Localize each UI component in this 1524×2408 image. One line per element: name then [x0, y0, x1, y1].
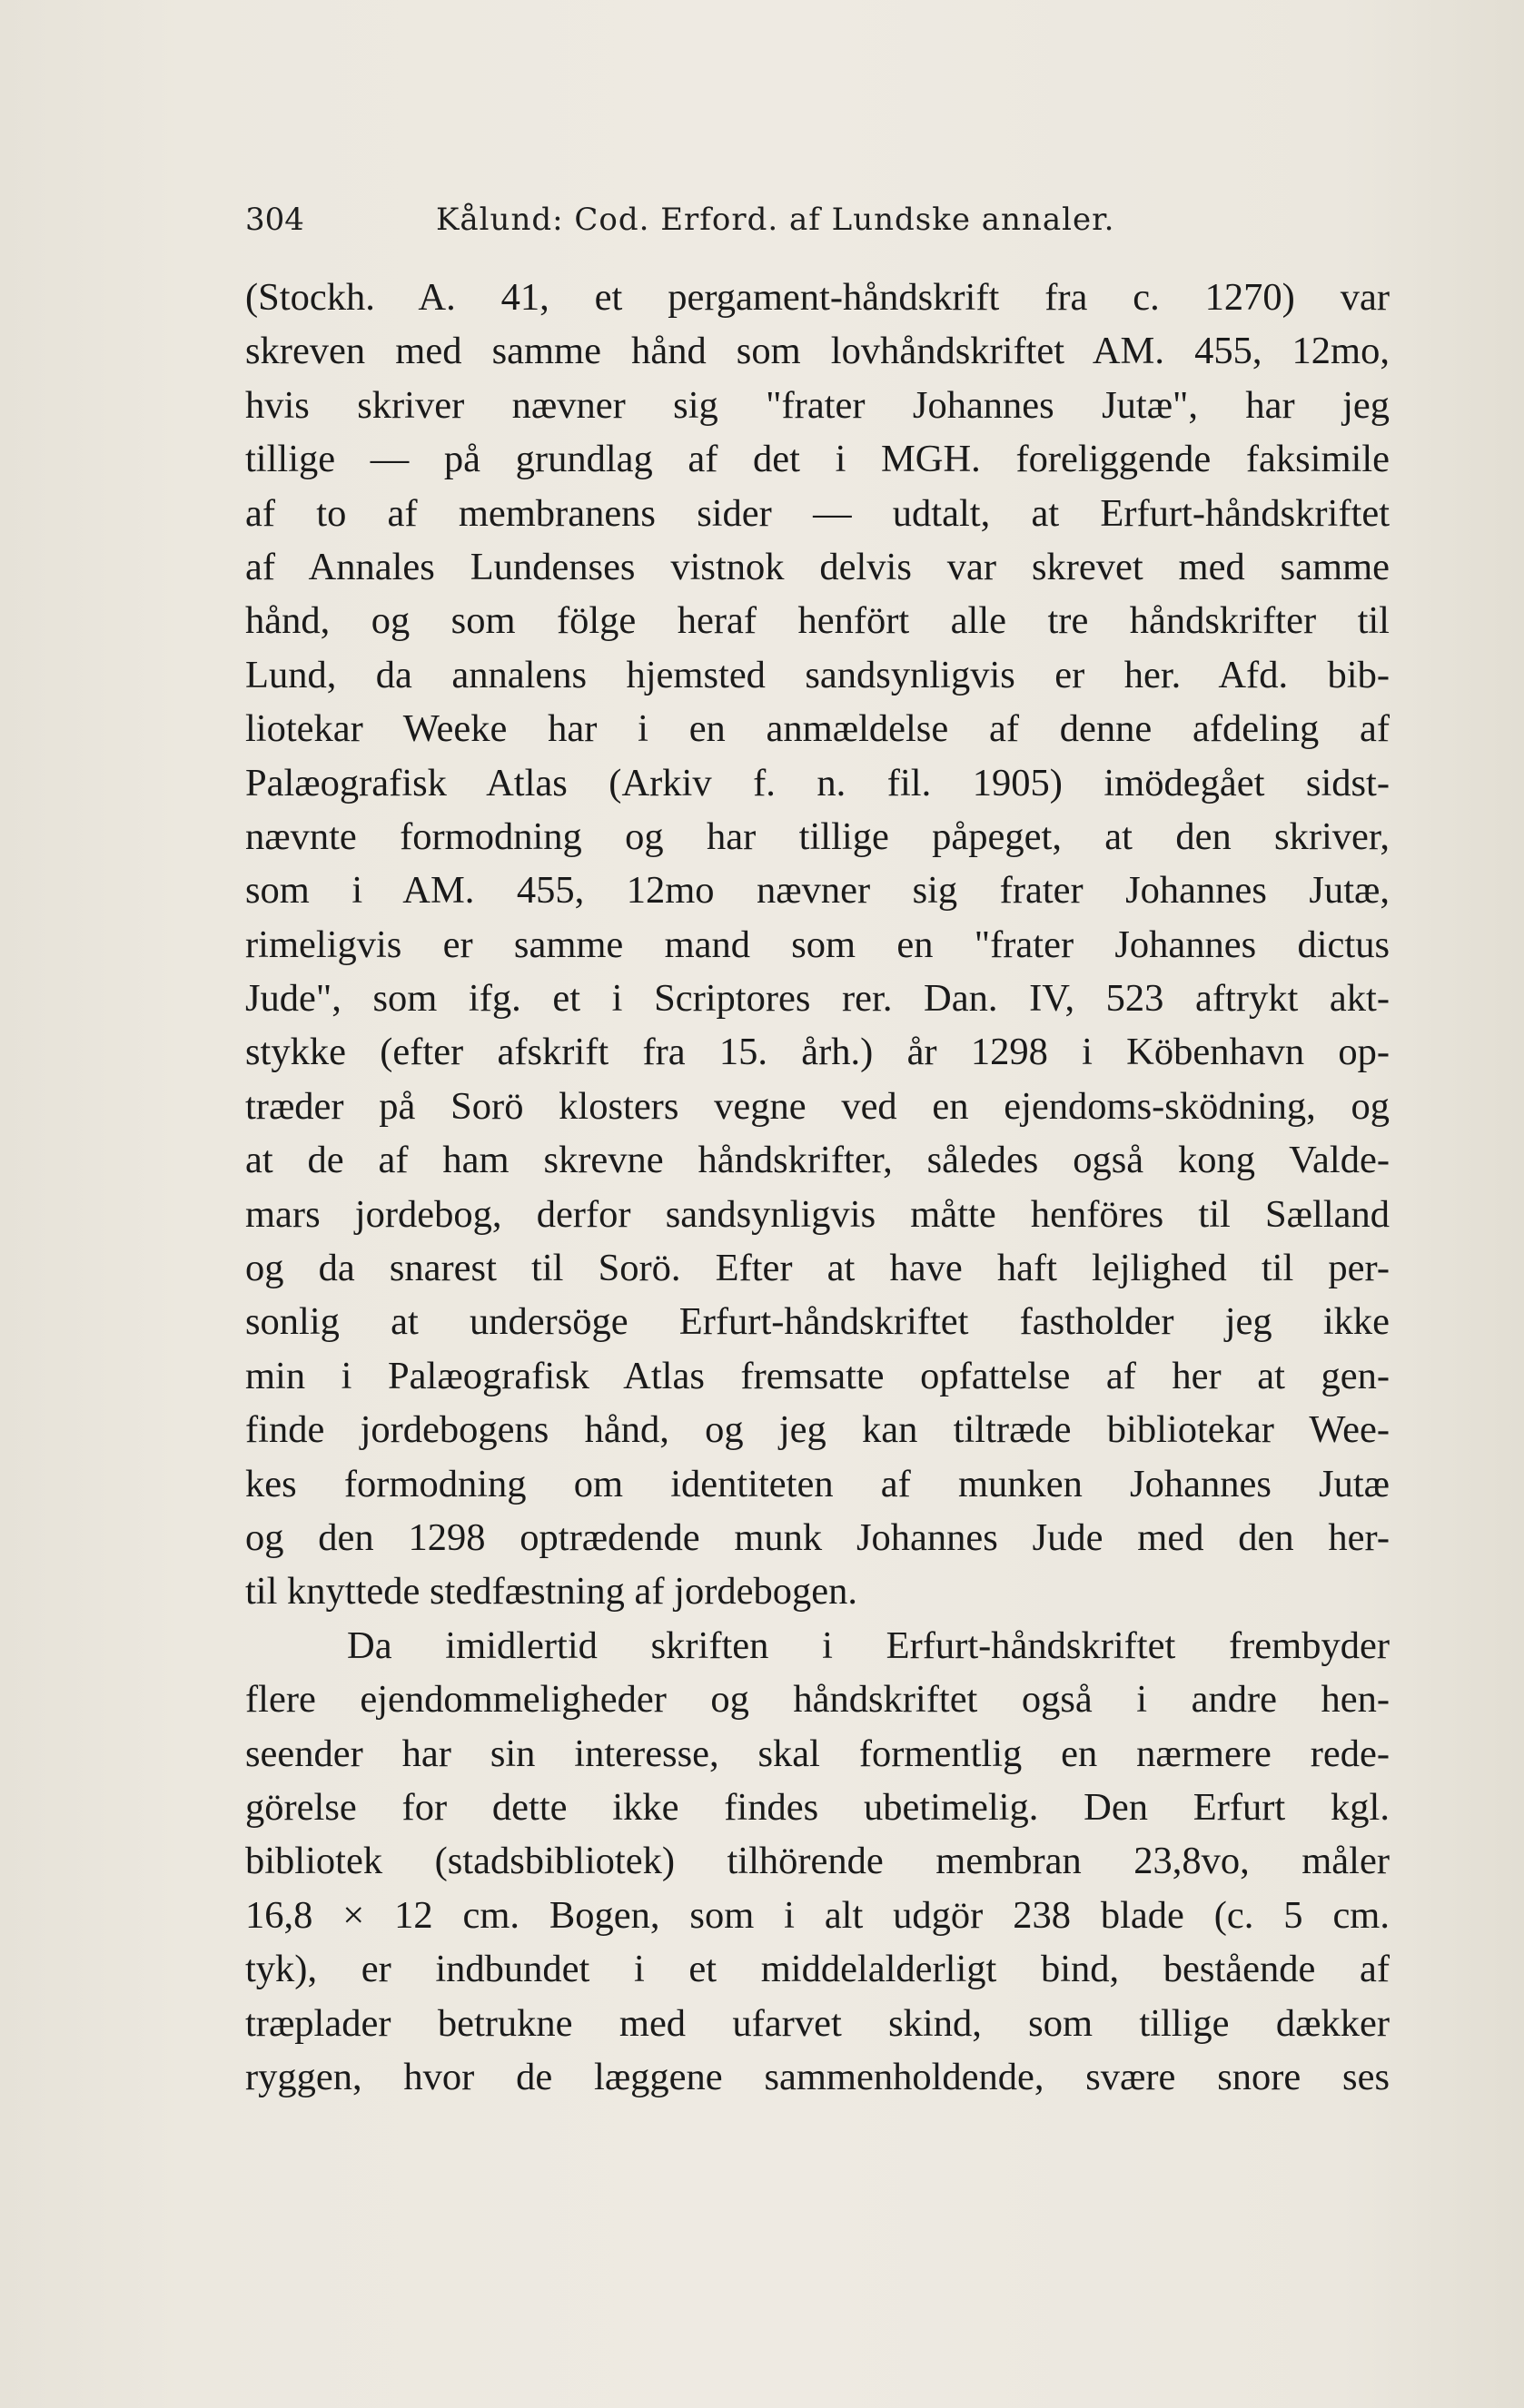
text-line-12: som i AM. 455, 12mo nævner sig frater Johannes Jutæ, [245, 869, 1390, 913]
text-line-8: Lund, da annalens hjemsted sandsynligvis er her. Afd. bib- [245, 653, 1390, 696]
text-line-17: at de af ham skrevne håndskrifter, således også kong Valde- [245, 1139, 1390, 1182]
text-line-28: seender har sin interesse, skal formentlig en nærmere rede- [245, 1732, 1390, 1775]
page-number: 304 [245, 202, 304, 238]
page-header [245, 202, 1390, 256]
text-line-33: træplader betrukne med ufarvet skind, som tillige dækker [245, 2001, 1390, 2045]
text-line-1: (Stockh. A. 41, et pergament-håndskrift fra c. 1270) var [245, 276, 1390, 319]
text-line-18: mars jordebog, derfor sandsynligvis måtte henföres til Sælland [245, 1192, 1390, 1236]
text-line-30: bibliotek (stadsbibliotek) tilhörende membran 23,8vo, måler [245, 1840, 1390, 1883]
text-line-5: af to af membranens sider — udtalt, at Erfurt-håndskriftet [245, 491, 1390, 535]
text-line-13: rimeligvis er samme mand som en "frater Johannes dictus [245, 923, 1390, 966]
text-line-27: flere ejendommeligheder og håndskriftet også i andre hen- [245, 1678, 1390, 1722]
text-line-29: görelse for dette ikke findes ubetimelig. Den Erfurt kgl. [245, 1785, 1390, 1829]
text-line-11: nævnte formodning og har tillige påpeget, at den skriver, [245, 814, 1390, 858]
text-line-7: hånd, og som fölge heraf henfört alle tre håndskrifter til [245, 599, 1390, 643]
text-line-9: liotekar Weeke har i en anmældelse af denne afdeling af [245, 707, 1390, 751]
text-line-15: stykke (efter afskrift fra 15. årh.) år 1298 i Köbenhavn op- [245, 1031, 1390, 1074]
text-line-2: skreven med samme hånd som lovhåndskriftet AM. 455, 12mo, [245, 330, 1390, 373]
text-line-34: ryggen, hvor de læggene sammenholdende, svære snore ses [245, 2055, 1390, 2098]
body-text [245, 271, 1390, 2104]
text-line-25: til knyttede stedfæstning af jordebogen. [245, 1570, 857, 1614]
text-line-31: 16,8 × 12 cm. Bogen, som i alt udgör 238 blade (c. 5 cm. [245, 1893, 1390, 1937]
text-line-26: Da imidlertid skriften i Erfurt-håndskriftet frembyder [347, 1623, 1390, 1667]
text-line-16: træder på Sorö klosters vegne ved en ejendoms-sködning, og [245, 1084, 1390, 1128]
text-line-24: og den 1298 optrædende munk Johannes Jude med den her- [245, 1515, 1390, 1559]
text-line-4: tillige — på grundlag af det i MGH. foreliggende faksimile [245, 438, 1390, 481]
text-line-20: sonlig at undersöge Erfurt-håndskriftet fastholder jeg ikke [245, 1300, 1390, 1344]
text-line-10: Palæografisk Atlas (Arkiv f. n. fil. 1905) imödegået sidst- [245, 761, 1390, 804]
text-line-3: hvis skriver nævner sig "frater Johannes Jutæ", har jeg [245, 383, 1390, 427]
text-line-19: og da snarest til Sorö. Efter at have haft lejlighed til per- [245, 1247, 1390, 1290]
text-line-32: tyk), er indbundet i et middelalderligt bind, bestående af [245, 1948, 1390, 1991]
text-line-6: af Annales Lundenses vistnok delvis var skrevet med samme [245, 545, 1390, 588]
text-line-22: finde jordebogens hånd, og jeg kan tiltræde bibliotekar Wee- [245, 1408, 1390, 1452]
text-line-23: kes formodning om identiteten af munken Johannes Jutæ [245, 1462, 1390, 1505]
text-line-21: min i Palæografisk Atlas fremsatte opfattelse af her at gen- [245, 1354, 1390, 1397]
running-title: Kålund: Cod. Erford. af Lundske annaler. [436, 202, 1115, 238]
text-line-14: Jude", som ifg. et i Scriptores rer. Dan. IV, 523 aftrykt akt- [245, 977, 1390, 1021]
